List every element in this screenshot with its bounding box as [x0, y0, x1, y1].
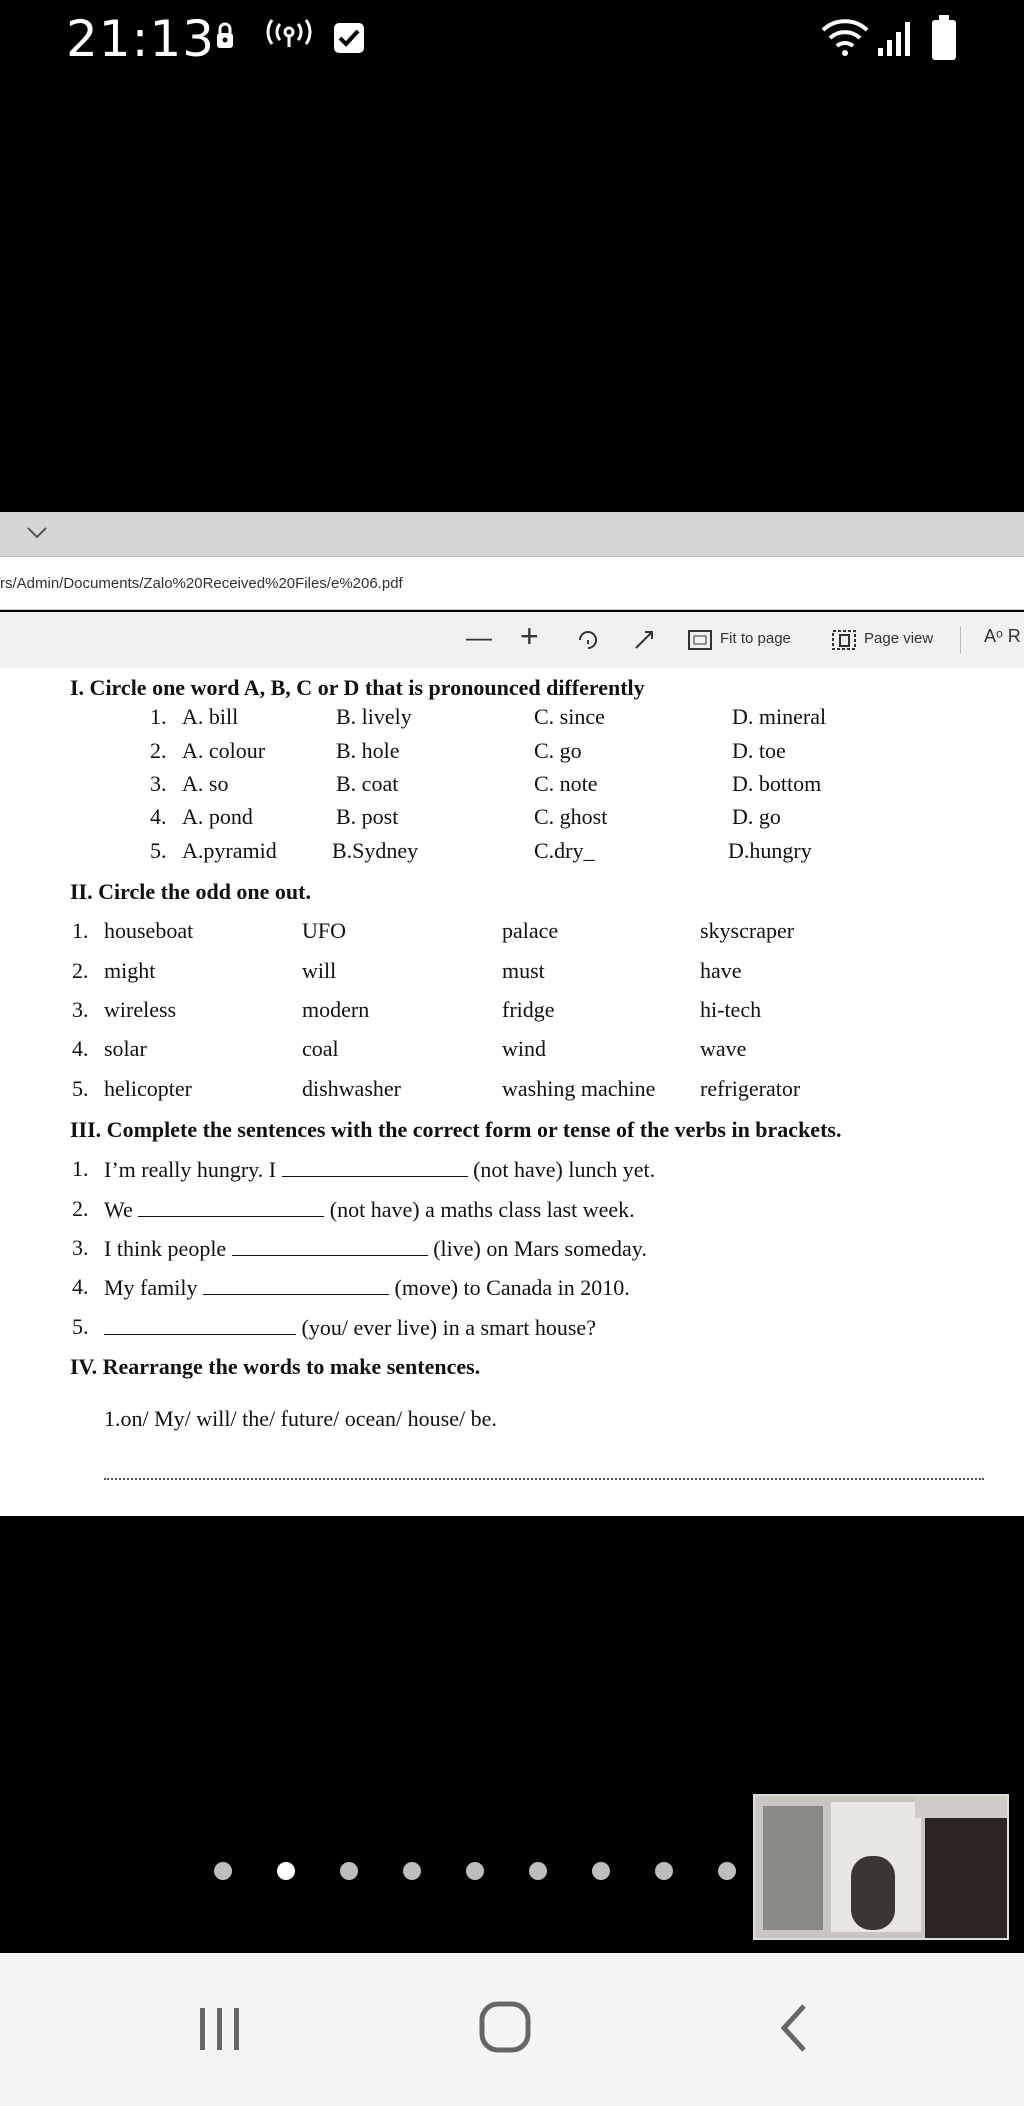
answer-blank[interactable]	[104, 1314, 296, 1335]
s1-row3-num: 3.	[150, 771, 167, 796]
s3-row4-num: 4.	[72, 1274, 89, 1299]
s1-row2-b: B. hole	[336, 738, 400, 763]
s3-row2-num: 2.	[72, 1196, 89, 1221]
s2-row5-c: washing machine	[502, 1076, 656, 1101]
section-1-heading: I. Circle one word A, B, C or D that is pronounced differently	[70, 675, 645, 700]
back-icon[interactable]	[776, 2002, 812, 2059]
s3-row3-post: (live) on Mars someday.	[433, 1236, 647, 1261]
s2-row4-num: 4.	[72, 1036, 89, 1061]
s3-row4-pre: My family	[104, 1275, 198, 1300]
s1-row5-d: D.hungry	[728, 838, 812, 863]
s3-row5	[104, 1314, 596, 1341]
s2-row3-d: hi-tech	[700, 997, 762, 1022]
s3-row4	[104, 1274, 630, 1301]
s1-row2-c: C. go	[534, 738, 582, 763]
s3-row1	[104, 1156, 655, 1183]
s3-row1-pre: I’m really hungry. I	[104, 1157, 277, 1182]
answer-blank[interactable]	[203, 1274, 389, 1295]
s2-row2-a: might	[104, 958, 156, 983]
zoom-out-button[interactable]: —	[466, 622, 492, 652]
s3-row1-post: (not have) lunch yet.	[473, 1157, 656, 1182]
s3-row3	[104, 1235, 647, 1262]
s2-row4-c: wind	[502, 1036, 546, 1061]
s2-row2-d: have	[700, 958, 742, 983]
answer-dotted-line[interactable]	[104, 1478, 984, 1480]
page-view-icon[interactable]	[832, 630, 856, 655]
s2-row2-c: must	[502, 958, 545, 983]
s1-row4-num: 4.	[150, 804, 167, 829]
read-aloud-button[interactable]: Aᵒ R	[984, 626, 1021, 646]
signal-icon	[876, 18, 916, 62]
zoom-in-button[interactable]: +	[520, 618, 539, 654]
s2-row5-b: dishwasher	[302, 1076, 401, 1101]
s1-row2-d: D. toe	[732, 738, 786, 763]
s2-row1-num: 1.	[72, 918, 89, 943]
s2-row1-d: skyscraper	[700, 918, 795, 943]
s1-row1-num: 1.	[150, 704, 167, 729]
s1-row5-b: B.Sydney	[332, 838, 419, 863]
s1-row5-a: A.pyramid	[182, 838, 277, 863]
section-3-heading: III. Complete the sentences with the correct form or tense of the verbs in brackets.	[70, 1117, 842, 1142]
s1-row4-c: C. ghost	[534, 804, 608, 829]
page-dot[interactable]	[529, 1862, 547, 1880]
s2-row1-c: palace	[502, 918, 559, 943]
page-view-button[interactable]: Page view	[864, 630, 934, 647]
battery-icon	[930, 14, 958, 66]
s2-row2-num: 2.	[72, 958, 89, 983]
chevron-down-icon[interactable]	[26, 526, 48, 545]
s2-row3-num: 3.	[72, 997, 89, 1022]
home-icon[interactable]	[478, 2000, 534, 2061]
page-dot[interactable]	[403, 1862, 421, 1880]
check-icon	[333, 22, 365, 58]
s1-row1-d: D. mineral	[732, 704, 827, 729]
s3-row5-post: (you/ ever live) in a smart house?	[301, 1315, 596, 1340]
s3-row2-pre: We	[104, 1197, 133, 1222]
s3-row3-num: 3.	[72, 1235, 89, 1260]
page-dot[interactable]	[466, 1862, 484, 1880]
s1-row5-c: C.dry_	[534, 838, 595, 863]
fit-to-page-icon[interactable]	[688, 630, 712, 655]
s2-row2-b: will	[302, 958, 337, 983]
video-thumbnail[interactable]	[753, 1794, 1009, 1940]
s1-row1-c: C. since	[534, 704, 605, 729]
s1-row1-a: A. bill	[182, 704, 239, 729]
s2-row4-d: wave	[700, 1036, 747, 1061]
lock-icon	[214, 22, 236, 54]
tab-bar	[0, 512, 1024, 556]
page-dot[interactable]	[592, 1862, 610, 1880]
s1-row3-c: C. note	[534, 771, 598, 796]
page-dot[interactable]	[277, 1862, 295, 1880]
answer-blank[interactable]	[232, 1235, 428, 1256]
s2-row4-a: solar	[104, 1036, 147, 1061]
page-dot[interactable]	[214, 1862, 232, 1880]
rotate-icon[interactable]	[576, 628, 600, 657]
s2-row3-a: wireless	[104, 997, 177, 1022]
hotspot-icon	[266, 18, 312, 52]
s1-row1-b: B. lively	[336, 704, 412, 729]
s4-item1: 1.on/ My/ will/ the/ future/ ocean/ house/ be.	[104, 1406, 497, 1431]
s1-row4-d: D. go	[732, 804, 781, 829]
expand-icon[interactable]	[632, 628, 656, 657]
s3-row5-num: 5.	[72, 1314, 89, 1339]
page-dot[interactable]	[718, 1862, 736, 1880]
answer-blank[interactable]	[282, 1156, 468, 1177]
s1-row3-b: B. coat	[336, 771, 399, 796]
s2-row5-a: helicopter	[104, 1076, 192, 1101]
s2-row5-num: 5.	[72, 1076, 89, 1101]
s2-row5-d: refrigerator	[700, 1076, 801, 1101]
s3-row2-post: (not have) a maths class last week.	[329, 1197, 635, 1222]
page-dot[interactable]	[340, 1862, 358, 1880]
s3-row4-post: (move) to Canada in 2010.	[394, 1275, 630, 1300]
s2-row1-b: UFO	[302, 918, 347, 943]
fit-to-page-button[interactable]: Fit to page	[720, 630, 791, 647]
s3-row1-num: 1.	[72, 1156, 89, 1181]
s1-row2-num: 2.	[150, 738, 167, 763]
s1-row4-a: A. pond	[182, 804, 253, 829]
s1-row3-a: A. so	[182, 771, 229, 796]
s3-row2	[104, 1196, 635, 1223]
s1-row4-b: B. post	[336, 804, 399, 829]
s2-row1-a: houseboat	[104, 918, 194, 943]
recent-apps-icon[interactable]	[196, 2006, 244, 2057]
section-2-heading: II. Circle the odd one out.	[70, 879, 311, 904]
s3-row3-pre: I think people	[104, 1236, 227, 1261]
page-dot[interactable]	[655, 1862, 673, 1880]
section-4-heading: IV. Rearrange the words to make sentences.	[70, 1354, 481, 1379]
address-text[interactable]: rs/Admin/Documents/Zalo%20Received%20Files/e%206.pdf	[0, 575, 403, 592]
wifi-icon	[820, 18, 870, 62]
status-time: 21:13	[66, 10, 216, 68]
toolbar-divider	[960, 626, 961, 654]
s1-row3-d: D. bottom	[732, 771, 822, 796]
s1-row5-num: 5.	[150, 838, 167, 863]
s1-row2-a: A. colour	[182, 738, 266, 763]
s2-row4-b: coal	[302, 1036, 339, 1061]
s2-row3-b: modern	[302, 997, 370, 1022]
s2-row3-c: fridge	[502, 997, 555, 1022]
answer-blank[interactable]	[138, 1196, 324, 1217]
